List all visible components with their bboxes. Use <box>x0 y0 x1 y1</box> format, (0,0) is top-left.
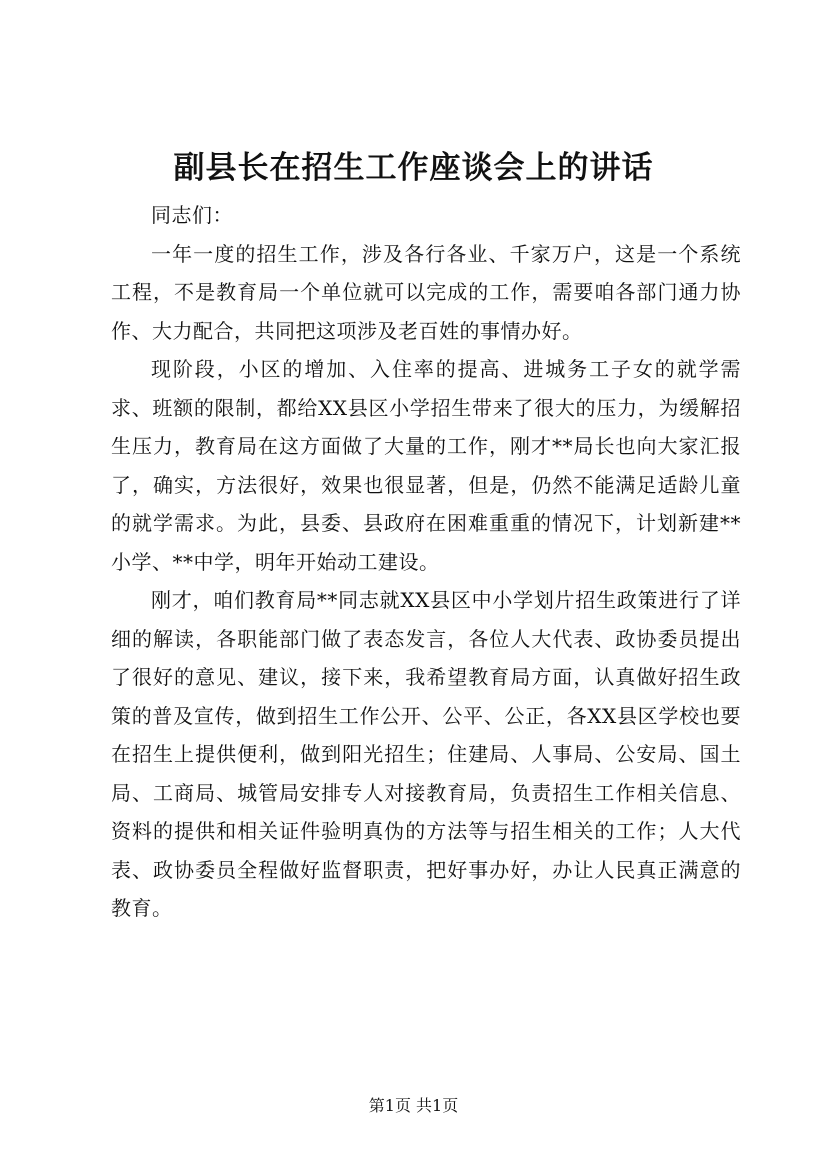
page-number-footer: 第1页 共1页 <box>368 1096 459 1115</box>
body-paragraph-2: 现阶段，小区的增加、入住率的提高、进城务工子女的就学需求、班额的限制，都给XX县区小学招生带来了很大的压力，为缓解招生压力，教育局在这方面做了大量的工作，刚才**局长也向大家汇报了，确实，方法很好，效果也很显著，但是，仍然不能满足适龄儿童的就学需求。为此，县委、县政府在困难重重的情况下，计划新建**小学、**中学，明年开始动工建设。 <box>111 357 741 574</box>
document-title: 副县长在招生工作座谈会上的讲话 <box>173 150 654 186</box>
document-body <box>111 196 741 928</box>
body-paragraph-1: 一年一度的招生工作，涉及各行各业、千家万户，这是一个系统工程，不是教育局一个单位就可以完成的工作，需要咱各部门通力协作、大力配合，共同把这项涉及老百姓的事情办好。 <box>111 241 741 343</box>
salutation-paragraph: 同志们： <box>151 203 233 227</box>
body-paragraph-3: 刚才，咱们教育局**同志就XX县区中小学划片招生政策进行了详细的解读，各职能部门做了表态发言，各位人大代表、政协委员提出了很好的意见、建议，接下来，我希望教育局方面，认真做好招生政策的普及宣传，做到招生工作公开、公平、公正，各XX县区学校也要在招生上提供便利，做到阳光招生；住建局、人事局、公安局、国土局、工商局、城管局安排专人对接教育局，负责招生工作相关信息、资料的提供和相关证件验明真伪的方法等与招生相关的工作；人大代表、政协委员全程做好监督职责，把好事办好，办让人民真正满意的教育。 <box>111 588 741 920</box>
